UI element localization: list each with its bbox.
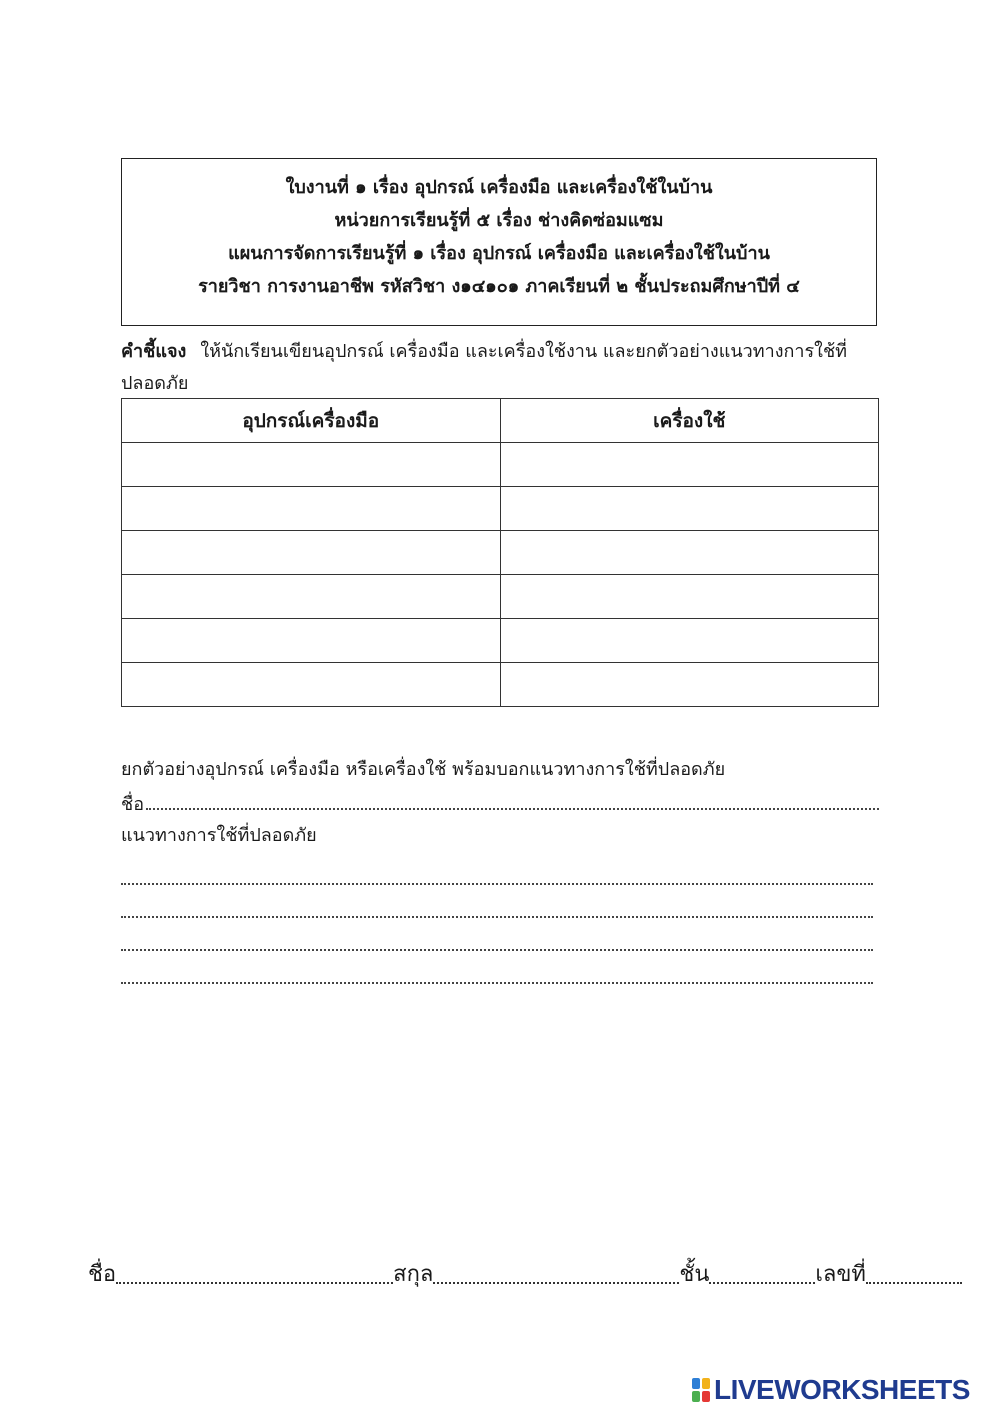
example-prompt: ยกตัวอย่างอุปกรณ์ เครื่องมือ หรือเครื่องใช้ พร้อมบอกแนวทางการใช้ที่ปลอดภัย — [121, 759, 726, 780]
example-name-answer-line[interactable] — [146, 807, 879, 810]
safety-guide-label: แนวทางการใช้ที่ปลอดภัย — [121, 825, 317, 846]
footer-surname-label: สกุล — [393, 1262, 434, 1287]
instructions-label: คำชี้แจง — [121, 341, 187, 362]
answer-cell-appliance[interactable] — [500, 663, 879, 707]
safety-guide-answer-line[interactable] — [121, 951, 873, 984]
safety-guide-answer-line[interactable] — [121, 885, 873, 918]
footer-number-field[interactable] — [866, 1281, 962, 1284]
student-info-footer — [88, 1256, 962, 1291]
logo-square-icon — [692, 1391, 700, 1402]
table-header-row — [122, 399, 879, 443]
logo-square-icon — [702, 1378, 710, 1389]
footer-surname-field[interactable] — [433, 1281, 679, 1284]
answer-cell-appliance[interactable] — [500, 575, 879, 619]
example-name-row — [121, 786, 879, 818]
safety-guide-answer-line[interactable] — [121, 918, 873, 951]
tools-table — [121, 398, 879, 707]
liveworksheets-wordmark: LIVEWORKSHEETS — [714, 1374, 970, 1405]
footer-name-label: ชื่อ — [88, 1262, 117, 1287]
learning-unit-title: หน่วยการเรียนรู้ที่ ๕ เรื่อง ช่างคิดซ่อมแซม — [334, 210, 664, 231]
footer-number-label: เลขที่ — [815, 1262, 866, 1287]
answer-cell-appliance[interactable] — [500, 443, 879, 487]
worksheet-header-box — [121, 158, 877, 326]
worksheet-title: ใบงานที่ ๑ เรื่อง อุปกรณ์ เครื่องมือ และเครื่องใช้ในบ้าน — [285, 177, 713, 198]
lesson-plan-title: แผนการจัดการเรียนรู้ที่ ๑ เรื่อง อุปกรณ์ เครื่องมือ และเครื่องใช้ในบ้าน — [228, 243, 770, 264]
column-header-appliances: เครื่องใช้ — [500, 399, 879, 443]
answer-cell-tool[interactable] — [122, 531, 501, 575]
table-row — [122, 531, 879, 575]
logo-square-icon — [702, 1391, 710, 1402]
footer-class-label: ชั้น — [679, 1262, 710, 1287]
example-section — [121, 754, 879, 984]
table-row — [122, 575, 879, 619]
table-row — [122, 619, 879, 663]
answer-cell-appliance[interactable] — [500, 487, 879, 531]
example-name-label: ชื่อ — [121, 794, 145, 815]
answer-cell-tool[interactable] — [122, 487, 501, 531]
instructions-text: ให้นักเรียนเขียนอุปกรณ์ เครื่องมือ และเครื่องใช้งาน และยกตัวอย่างแนวทางการใช้ที่ปลอดภัย — [121, 341, 848, 394]
logo-square-icon — [692, 1378, 700, 1389]
footer-name-field[interactable] — [116, 1281, 393, 1284]
course-info: รายวิชา การงานอาชีพ รหัสวิชา ง๑๔๑๐๑ ภาคเรียนที่ ๒ ชั้นประถมศึกษาปีที่ ๔ — [198, 276, 800, 297]
answer-cell-tool[interactable] — [122, 619, 501, 663]
safety-guide-answer-line[interactable] — [121, 852, 873, 885]
liveworksheets-logo — [692, 1374, 970, 1406]
table-row — [122, 443, 879, 487]
answer-cell-tool[interactable] — [122, 575, 501, 619]
column-header-tools: อุปกรณ์เครื่องมือ — [122, 399, 501, 443]
instructions — [121, 336, 879, 400]
table-row — [122, 487, 879, 531]
table-row — [122, 663, 879, 707]
answer-cell-tool[interactable] — [122, 443, 501, 487]
answer-cell-appliance[interactable] — [500, 531, 879, 575]
footer-class-field[interactable] — [709, 1281, 815, 1284]
answer-cell-tool[interactable] — [122, 663, 501, 707]
liveworksheets-icon — [692, 1378, 710, 1402]
answer-cell-appliance[interactable] — [500, 619, 879, 663]
